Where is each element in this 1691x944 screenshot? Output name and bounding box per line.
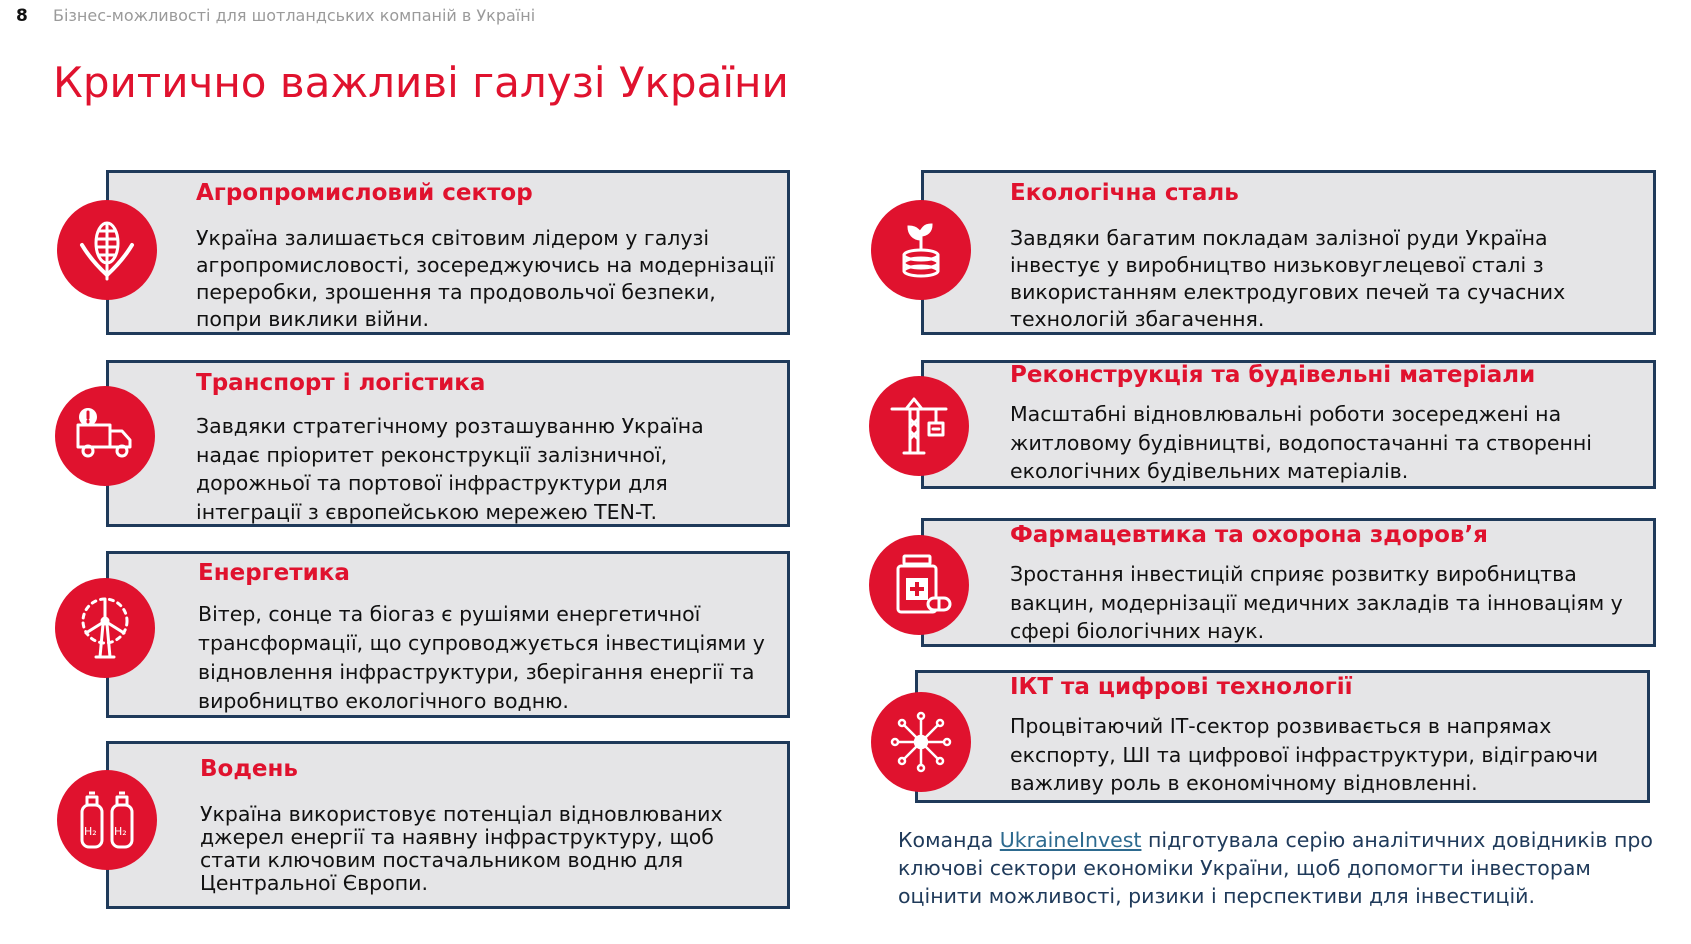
sector-title: Транспорт і логістика xyxy=(196,370,486,396)
sector-description: Україна використовує потенціал відновлюваних джерел енергії та наявну інфраструктуру, щоб стати ключовим постачальником водню для Центральної Європи. xyxy=(200,802,723,895)
sector-title: Фармацевтика та охорона здоров’я xyxy=(1010,522,1488,548)
wind-turbine-icon xyxy=(55,578,155,678)
svg-text:H₂: H₂ xyxy=(84,825,97,838)
sector-description: Вітер, сонце та біогаз є рушіями енергетичної трансформації, що супроводжується інвестиціями у відновлення інфраструктури, зберігання енергії та виробництво екологічного водню. xyxy=(198,602,765,713)
medicine-icon xyxy=(869,535,969,635)
sector-title: Реконструкція та будівельні матеріали xyxy=(1010,362,1536,388)
ukraineinvest-link[interactable]: UkraineInvest xyxy=(999,828,1142,852)
sector-description: Україна залишається світовим лідером у галузі агропромисловості, зосереджуючись на модернізації переробки, зрошення та продовольчої безпеки, попри виклики війни. xyxy=(196,226,775,331)
sector-description: Процвітаючий ІТ-сектор розвивається в напрямах експорту, ШІ та цифрової інфраструктури, відіграючи важливу роль в економічному відновленні. xyxy=(1010,714,1599,795)
footer-prefix: Команда xyxy=(898,828,1000,852)
corn-icon xyxy=(57,200,157,300)
footer-suffix: підготувала серію аналітичних довідників про ключові сектори економіки України, щоб допомогти інвесторам оцінити можливості, ризики і перспективи для інвестицій. xyxy=(898,828,1653,908)
sector-title: ІКТ та цифрові технології xyxy=(1010,674,1353,700)
page-title: Критично важливі галузі України xyxy=(53,58,789,107)
sector-title: Агропромисловий сектор xyxy=(196,180,533,206)
sector-title: Енергетика xyxy=(198,560,350,586)
network-icon xyxy=(871,692,971,792)
truck-icon xyxy=(55,386,155,486)
hydrogen-tanks-icon xyxy=(57,770,157,870)
crane-icon xyxy=(869,376,969,476)
sector-description: Завдяки стратегічному розташуванню Україна надає пріоритет реконструкції залізничної, дорожньої та портової інфраструктури для інтеграції з європейською мережею TEN-T. xyxy=(196,414,704,524)
svg-text:H₂: H₂ xyxy=(114,825,127,838)
footer-note xyxy=(898,826,1658,910)
sector-description: Масштабні відновлювальні роботи зосереджені на житловому будівництві, водопостачанні та створенні екологічних будівельних матеріалів. xyxy=(1010,402,1593,483)
document-header: Бізнес-можливості для шотландських компаній в Україні xyxy=(53,6,536,25)
page-number: 8 xyxy=(16,6,28,26)
green-steel-icon xyxy=(871,200,971,300)
sector-description: Зростання інвестицій сприяє розвитку виробництва вакцин, модернізації медичних закладів та інноваціям у сфері біологічних наук. xyxy=(1010,562,1623,643)
sector-title: Екологічна сталь xyxy=(1010,180,1239,206)
sector-title: Водень xyxy=(200,756,298,782)
sector-description: Завдяки багатим покладам залізної руди Україна інвестує у виробництво низьковуглецевої сталі з використанням електродугових печей та сучасних технологій збагачення. xyxy=(1010,226,1566,331)
